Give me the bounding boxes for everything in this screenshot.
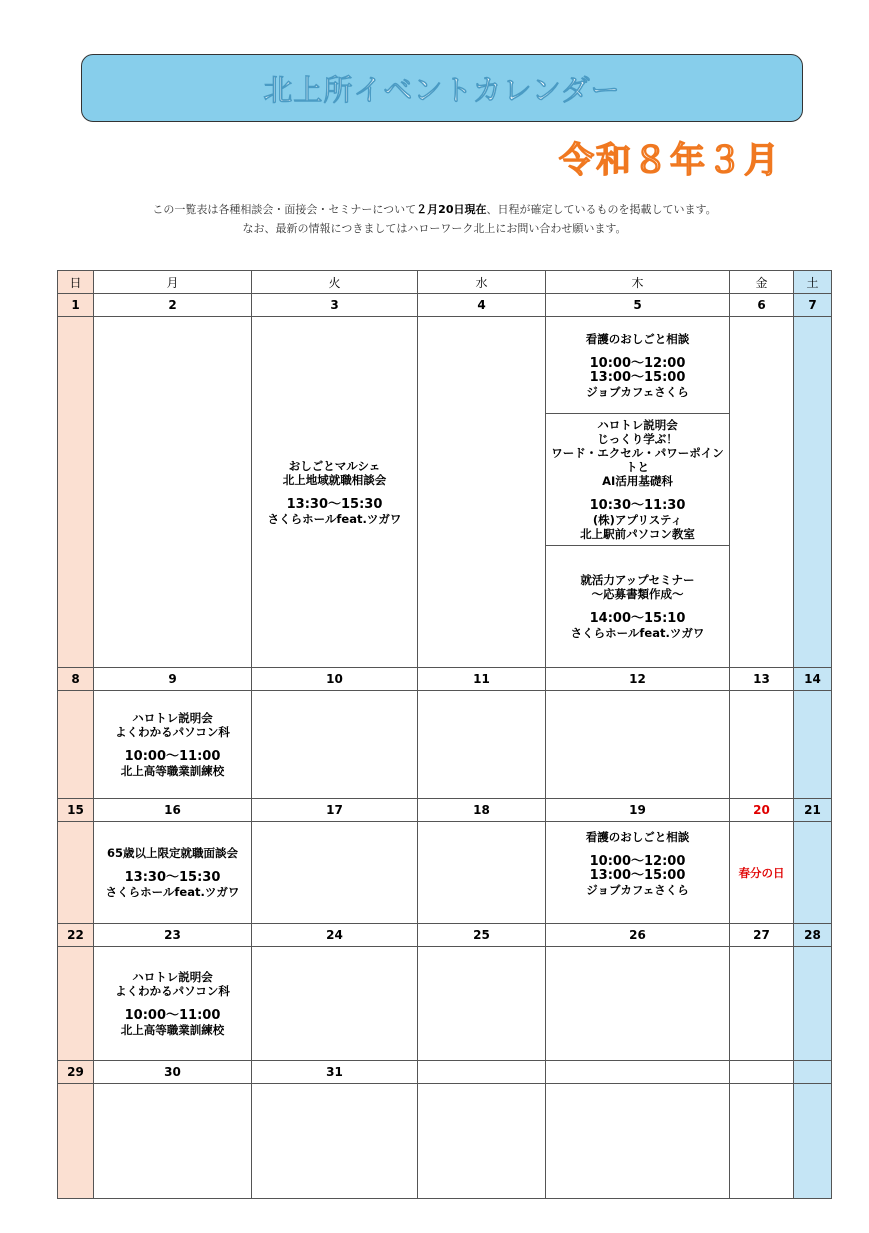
date-cell: 21 (794, 799, 832, 822)
weekday-header (58, 271, 832, 294)
event-time: 10:00～11:00 (124, 1008, 221, 1023)
event-cell (418, 947, 546, 1061)
event-cell (730, 1084, 794, 1199)
event-title: ハロトレ説明会 (132, 711, 213, 725)
event-cell (546, 947, 730, 1061)
event-cell (794, 947, 832, 1061)
event-cell-mar3 (252, 317, 418, 668)
date-cell: 25 (418, 924, 546, 947)
event-place: 北上駅前パソコン教室 (580, 527, 695, 541)
event-cell-mar16 (94, 822, 252, 924)
date-cell: 17 (252, 799, 418, 822)
date-cell: 2 (94, 294, 252, 317)
date-cell-holiday: 20 (730, 799, 794, 822)
date-cell (794, 1061, 832, 1084)
week-5-events (58, 1084, 832, 1199)
week-2-events (58, 691, 832, 799)
event-cell (794, 1084, 832, 1199)
event-hellotraining-pc (94, 711, 251, 778)
event-cell (252, 1084, 418, 1199)
event-subtitle: ワード・エクセル・パワーポイントと (551, 446, 724, 474)
week-1-events (58, 317, 832, 668)
notice-text: 、日程が確定しているものを掲載しています。 (486, 203, 717, 216)
event-senior-interview (94, 846, 251, 899)
week-4-dates (58, 924, 832, 947)
event-place: (株)アプリスティ (592, 513, 683, 527)
event-cell (252, 947, 418, 1061)
event-subtitle: ～応募書類作成～ (591, 587, 684, 601)
event-title: 65歳以上限定就職面談会 (106, 846, 238, 860)
event-stack (546, 317, 729, 667)
date-cell: 8 (58, 668, 94, 691)
date-cell: 16 (94, 799, 252, 822)
event-cell (418, 691, 546, 799)
event-subtitle: よくわかるパソコン科 (115, 984, 230, 998)
date-cell (418, 1061, 546, 1084)
event-place: 北上高等職業訓練校 (120, 764, 225, 778)
event-marche (252, 459, 417, 526)
event-cell (730, 691, 794, 799)
date-cell: 15 (58, 799, 94, 822)
notice-line-2: なお、最新の情報につきましてはハローワーク北上にお問い合わせ願います。 (242, 222, 627, 235)
event-time: 10:00～12:00 (589, 355, 686, 371)
notice-line-1 (0, 201, 869, 217)
event-cell (58, 822, 94, 924)
event-subtitle: じっくり学ぶ！ (597, 432, 678, 446)
weekday-tue: 火 (252, 271, 418, 294)
date-cell: 19 (546, 799, 730, 822)
event-cell (94, 1084, 252, 1199)
holiday-label: 春分の日 (738, 865, 785, 880)
date-cell: 26 (546, 924, 730, 947)
week-4-events (58, 947, 832, 1061)
event-cell-mar23 (94, 947, 252, 1061)
event-place: さくらホールfeat.ツガワ (570, 626, 705, 640)
event-cell (730, 317, 794, 668)
date-cell: 11 (418, 668, 546, 691)
event-time: 13:30～15:30 (286, 496, 383, 512)
week-3-dates (58, 799, 832, 822)
event-hellotraining-pc (94, 970, 251, 1037)
event-block (546, 317, 729, 413)
weekday-sat: 土 (794, 271, 832, 294)
date-cell: 7 (794, 294, 832, 317)
date-cell: 29 (58, 1061, 94, 1084)
event-subtitle: よくわかるパソコン科 (115, 725, 230, 739)
date-cell: 14 (794, 668, 832, 691)
date-cell: 27 (730, 924, 794, 947)
date-cell: 4 (418, 294, 546, 317)
date-cell: 6 (730, 294, 794, 317)
event-nursing-consult (586, 332, 690, 399)
event-block (546, 413, 729, 545)
event-time: 13:30～15:30 (124, 870, 221, 885)
event-cell (58, 691, 94, 799)
date-cell: 31 (252, 1061, 418, 1084)
event-cell (418, 822, 546, 924)
date-cell (546, 1061, 730, 1084)
event-nursing-consult (546, 830, 729, 897)
date-cell: 1 (58, 294, 94, 317)
date-cell: 28 (794, 924, 832, 947)
date-cell: 13 (730, 668, 794, 691)
event-subtitle: 北上地域就職相談会 (282, 472, 387, 487)
event-cell-mar9 (94, 691, 252, 799)
event-time: 14:00～15:10 (589, 611, 686, 626)
week-3-events (58, 822, 832, 924)
date-cell: 10 (252, 668, 418, 691)
event-time: 13:00～15:00 (589, 868, 686, 883)
week-1-dates (58, 294, 832, 317)
date-cell: 9 (94, 668, 252, 691)
event-cell (58, 1084, 94, 1199)
weekday-wed: 水 (418, 271, 546, 294)
week-5-dates (58, 1061, 832, 1084)
date-cell: 5 (546, 294, 730, 317)
date-cell: 18 (418, 799, 546, 822)
event-cell (58, 317, 94, 668)
event-cell (418, 317, 546, 668)
event-cell-mar20 (730, 822, 794, 924)
event-time: 13:00～15:00 (589, 369, 686, 385)
event-cell (252, 691, 418, 799)
notice-text: この一覧表は各種相談会・面接会・セミナーについて (152, 203, 417, 216)
event-cell (94, 317, 252, 668)
event-cell (418, 1084, 546, 1199)
event-place: 北上高等職業訓練校 (120, 1023, 225, 1037)
event-place: ジョブカフェさくら (586, 883, 689, 897)
event-cell (546, 691, 730, 799)
date-cell: 22 (58, 924, 94, 947)
event-cell-mar5 (546, 317, 730, 668)
event-block (546, 545, 729, 667)
event-time: 10:30～11:30 (589, 498, 686, 513)
weekday-thu: 木 (546, 271, 730, 294)
event-place: さくらホールfeat.ツガワ (105, 885, 240, 899)
event-place: ジョブカフェさくら (586, 384, 689, 399)
week-2-dates (58, 668, 832, 691)
title-banner (81, 54, 803, 122)
page-title: 北上所イベントカレンダー (263, 72, 621, 107)
event-title: 看護のおしごと相談 (585, 331, 690, 346)
date-cell: 24 (252, 924, 418, 947)
event-time: 10:00～12:00 (589, 854, 686, 869)
date-cell: 30 (94, 1061, 252, 1084)
event-title: 就活力アップセミナー (580, 573, 695, 587)
weekday-fri: 金 (730, 271, 794, 294)
event-cell (794, 691, 832, 799)
event-cell-mar19 (546, 822, 730, 924)
event-time: 10:00～11:00 (124, 749, 221, 764)
event-title: ハロトレ説明会 (132, 970, 213, 984)
date-cell: 23 (94, 924, 252, 947)
event-cell (794, 317, 832, 668)
event-cell (546, 1084, 730, 1199)
event-calendar (57, 270, 832, 1199)
event-title: 看護のおしごと相談 (585, 830, 690, 844)
month-title: 令和８年３月 (558, 141, 781, 181)
date-cell (730, 1061, 794, 1084)
event-hellotraining-ai (546, 418, 729, 541)
event-title: おしごとマルシェ (288, 458, 381, 473)
event-subtitle: AI活用基礎科 (602, 474, 673, 488)
event-place: さくらホールfeat.ツガワ (267, 511, 402, 526)
notice-date: ２月20日現在 (416, 203, 487, 216)
event-cell (252, 822, 418, 924)
weekday-mon: 月 (94, 271, 252, 294)
event-cell (58, 947, 94, 1061)
event-cell (730, 947, 794, 1061)
date-cell: 3 (252, 294, 418, 317)
weekday-sun: 日 (58, 271, 94, 294)
date-cell: 12 (546, 668, 730, 691)
event-title: ハロトレ説明会 (597, 418, 678, 432)
event-cell (794, 822, 832, 924)
event-job-seminar (571, 573, 705, 640)
